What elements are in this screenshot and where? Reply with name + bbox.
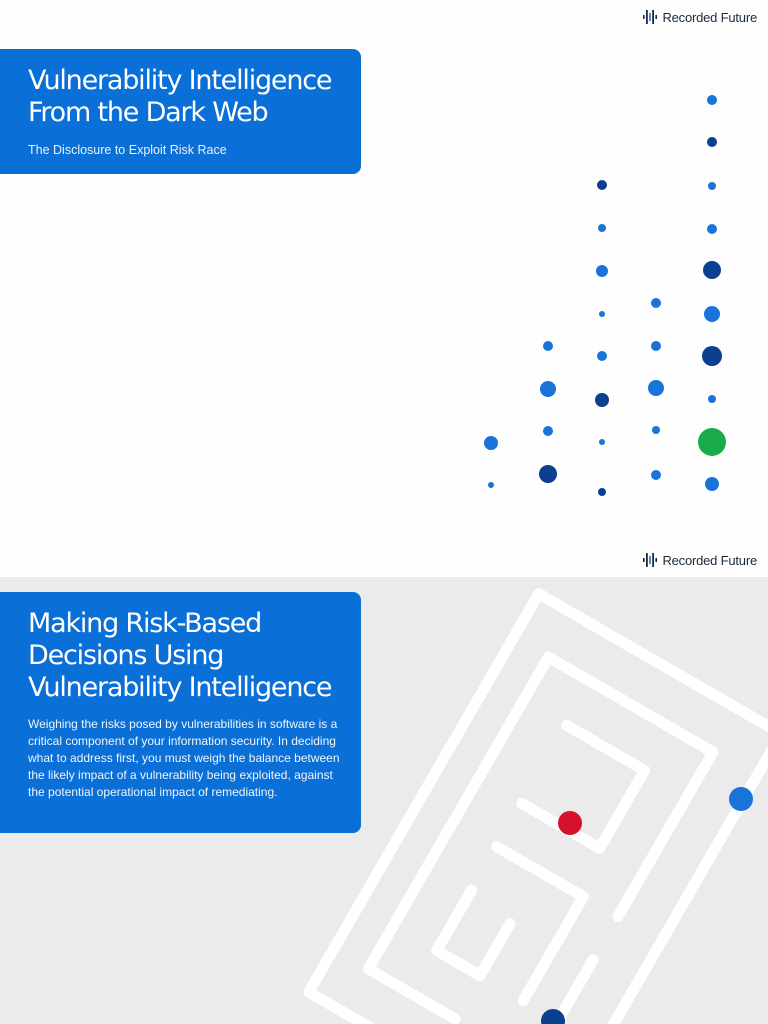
pattern-dot (488, 482, 494, 488)
pattern-dot (648, 380, 664, 396)
pattern-dot (543, 426, 553, 436)
maze-dot (558, 811, 582, 835)
pattern-dot (707, 224, 717, 234)
content-card (0, 592, 361, 833)
pattern-dot (595, 393, 609, 407)
pattern-dot (652, 426, 660, 434)
pattern-dot (698, 428, 726, 456)
brand-logo-secondary (643, 552, 757, 568)
pattern-dot (598, 224, 606, 232)
pattern-dot (703, 261, 721, 279)
maze-line (437, 890, 515, 976)
recorded-future-logo-icon (643, 552, 657, 568)
pattern-dot (597, 180, 607, 190)
pattern-dot (543, 341, 553, 351)
pattern-dot (708, 182, 716, 190)
section-title: Making Risk-Based Decisions Using Vulnerability Intelligence (28, 608, 332, 703)
pattern-dot (705, 477, 719, 491)
brand-name: Recorded Future (662, 9, 757, 25)
pattern-dot (651, 298, 661, 308)
pattern-dot (707, 95, 717, 105)
pattern-dot (484, 436, 498, 450)
pattern-dot (704, 306, 720, 322)
maze-line (522, 725, 645, 848)
pattern-dot (708, 395, 716, 403)
pattern-dot (651, 470, 661, 480)
slide-risk-based-decisions (0, 577, 768, 1024)
pattern-dot (539, 465, 557, 483)
pattern-dot (599, 439, 605, 445)
pattern-dot (597, 351, 607, 361)
cover-subtitle: The Disclosure to Exploit Risk Race (28, 143, 227, 157)
brand-name: Recorded Future (662, 552, 757, 568)
cover-title: Vulnerability Intelligence From the Dark Web (28, 65, 332, 128)
pattern-dot (599, 311, 605, 317)
maze-line (453, 657, 713, 917)
pattern-dot (702, 346, 722, 366)
pattern-dot (651, 341, 661, 351)
pattern-dot (540, 381, 556, 397)
maze-dot (729, 787, 753, 811)
pattern-dot (596, 265, 608, 277)
pattern-dot (598, 488, 606, 496)
section-body: Weighing the risks posed by vulnerabilities in software is a critical component of your information security. In deciding what to address first, you must weigh the balance between the likely impact of a vulnerability being exploited, against the potential operational impact of remediating. (28, 717, 340, 799)
pattern-dot (707, 137, 717, 147)
